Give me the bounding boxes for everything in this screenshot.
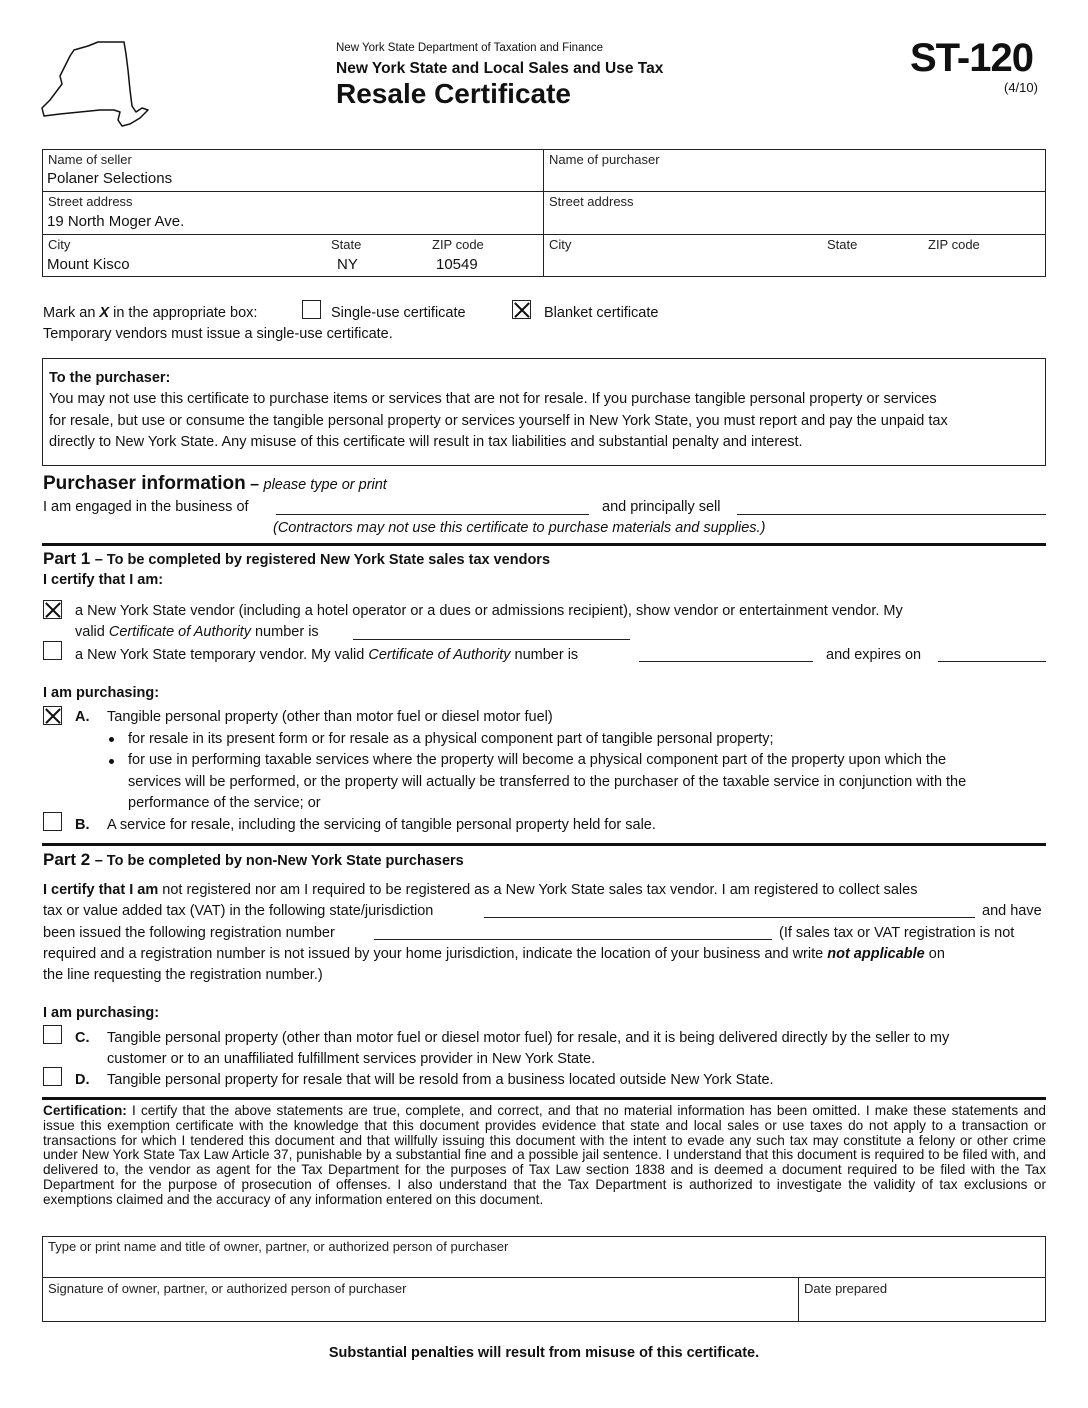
single-use-label: Single-use certificate bbox=[331, 305, 466, 321]
notice-line: directly to New York State. Any misuse of this certificate will result in tax liabilities and substantial penalty and interest. bbox=[49, 434, 803, 450]
engaged-business-label: I am engaged in the business of bbox=[43, 499, 249, 515]
owner-name-field[interactable] bbox=[48, 1256, 1038, 1274]
part2-registration-note: (If sales tax or VAT registration is not bbox=[779, 925, 1015, 941]
notice-line: for resale, but use or consume the tangible personal property or services yourself in New York State, you must report and pay the unpaid tax bbox=[49, 413, 948, 429]
part2-certify-line: I certify that I am not registered nor am I required to be registered as a New York State sales tax vendor. I am registered to collect sales bbox=[43, 882, 918, 898]
single-use-checkbox[interactable] bbox=[302, 300, 321, 319]
part2-purchasing-label: I am purchasing: bbox=[43, 1005, 160, 1021]
option-a-checkbox[interactable] bbox=[43, 706, 62, 725]
part2-jurisdiction-label: tax or value added tax (VAT) in the following state/jurisdiction bbox=[43, 903, 434, 919]
option-a-bullet2-line: for use in performing taxable services where the property will become a physical component part of the property upon which the bbox=[128, 752, 947, 768]
principally-sell-field[interactable] bbox=[737, 514, 1046, 515]
seller-name-label: Name of seller bbox=[48, 152, 132, 167]
part1-purchasing-label: I am purchasing: bbox=[43, 685, 160, 701]
seller-state-field[interactable]: NY bbox=[337, 256, 358, 273]
option-a-bullet2-line: services will be performed, or the property will actually be transferred to the purchaser of the taxable service in conjunction with the bbox=[128, 774, 967, 790]
part2-note-end: the line requesting the registration number.) bbox=[43, 967, 323, 983]
option-d-letter: D. bbox=[75, 1072, 90, 1088]
certification-text: Certification: I certify that the above statements are true, complete, and correct, and that no material information has been omitted. I make these statements and issue this exemption certificate with the knowledge that this document provides evidence that state and local sales or use taxes do not apply to a transaction or transactions for which I tendered this document and that willfully issuing this document with the intent to evade any such tax may constitute a felony or other crime under New York State Tax Law Article 37, punishable by a substantial fine and a possible jail sentence. I understand that this document is required to be filed with, and delivered to, the vendor as agent for the Tax Department for the purposes of Tax Law section 1838 and is deemed a document required to be filed with the Tax Department for the purpose of prosecution of offenses. I also understand that the Tax Department is authorized to investigate the validity of tax exclusions or exemptions claimed and the accuracy of any information entered on this document. bbox=[43, 1103, 1046, 1207]
ny-vendor-checkbox[interactable] bbox=[43, 600, 62, 619]
part1-heading: Part 1 – To be completed by registered New York State sales tax vendors bbox=[43, 549, 551, 568]
option-d-checkbox[interactable] bbox=[43, 1067, 62, 1086]
form-number: ST-120 bbox=[910, 36, 1033, 80]
option-a-bullet1: for resale in its present form or for resale as a physical component part of tangible personal property; bbox=[128, 731, 774, 747]
penalty-warning: Substantial penalties will result from misuse of this certificate. bbox=[328, 1345, 760, 1361]
option-b-text: A service for resale, including the servicing of tangible personal property held for sale. bbox=[107, 817, 656, 833]
expires-label: and expires on bbox=[826, 647, 922, 663]
registration-number-field[interactable] bbox=[374, 939, 772, 940]
temporary-vendor-note: Temporary vendors must issue a single-use certificate. bbox=[43, 326, 393, 342]
part2-and-have: and have bbox=[982, 903, 1042, 919]
option-a-bullet2-line: performance of the service; or bbox=[128, 795, 321, 811]
owner-name-label: Type or print name and title of owner, partner, or authorized person of purchaser bbox=[48, 1239, 509, 1254]
option-b-checkbox[interactable] bbox=[43, 812, 62, 831]
purchaser-city-label: City bbox=[549, 237, 572, 252]
bullet-icon bbox=[109, 737, 114, 742]
department-name: New York State Department of Taxation and Finance bbox=[336, 42, 604, 54]
part2-not-applicable-line: required and a registration number is not issued by your home jurisdiction, indicate the location of your business and write not applicable on bbox=[43, 946, 945, 962]
purchaser-street-label: Street address bbox=[549, 194, 634, 209]
temp-vendor-checkbox[interactable] bbox=[43, 641, 62, 660]
seller-zip-label: ZIP code bbox=[432, 237, 484, 252]
option-c-checkbox[interactable] bbox=[43, 1025, 62, 1044]
purchaser-street-field[interactable] bbox=[549, 213, 1039, 231]
purchaser-city-field[interactable] bbox=[549, 256, 809, 274]
notice-line: You may not use this certificate to purchase items or services that are not for resale. If you purchase tangible personal property or services bbox=[49, 391, 937, 407]
table-row-line bbox=[42, 234, 1046, 235]
seller-city-label: City bbox=[48, 237, 71, 252]
table-row-line bbox=[42, 1277, 1046, 1278]
state-jurisdiction-field[interactable] bbox=[484, 917, 975, 918]
blanket-checkbox[interactable] bbox=[512, 300, 531, 319]
option-d-text: Tangible personal property for resale that will be resold from a business located outside New York State. bbox=[107, 1072, 774, 1088]
section-divider bbox=[42, 1097, 1046, 1100]
option-a-text: Tangible personal property (other than motor fuel or diesel motor fuel) bbox=[107, 709, 553, 725]
certificate-type-instruction: Mark an X in the appropriate box: bbox=[43, 305, 258, 321]
form-title: Resale Certificate bbox=[336, 78, 572, 109]
ny-vendor-authority-label: valid Certificate of Authority number is bbox=[75, 624, 319, 640]
purchaser-state-label: State bbox=[827, 237, 858, 252]
seller-city-field[interactable]: Mount Kisco bbox=[47, 256, 130, 273]
engaged-business-field[interactable] bbox=[276, 514, 589, 515]
purchaser-info-heading: Purchaser information – please type or print bbox=[43, 473, 387, 494]
date-prepared-field[interactable] bbox=[804, 1298, 1040, 1318]
notice-heading: To the purchaser: bbox=[49, 370, 171, 386]
contractor-note: (Contractors may not use this certificate to purchase materials and supplies.) bbox=[273, 520, 766, 536]
form-revision: (4/10) bbox=[1004, 80, 1038, 95]
seller-zip-field[interactable]: 10549 bbox=[436, 256, 478, 273]
vendor-authority-number-field[interactable] bbox=[353, 639, 630, 640]
part1-certify: I certify that I am: bbox=[43, 572, 164, 588]
option-b-letter: B. bbox=[75, 817, 90, 833]
principally-sell-label: and principally sell bbox=[602, 499, 721, 515]
form-subtitle: New York State and Local Sales and Use Tax bbox=[336, 60, 664, 77]
temp-vendor-text: a New York State temporary vendor. My valid Certificate of Authority number is bbox=[75, 647, 579, 663]
part2-registration-label: been issued the following registration number bbox=[43, 925, 335, 941]
table-divider bbox=[543, 149, 544, 277]
seller-name-field[interactable]: Polaner Selections bbox=[47, 170, 173, 187]
blanket-label: Blanket certificate bbox=[544, 305, 659, 321]
ny-vendor-text: a New York State vendor (including a hotel operator or a dues or admissions recipient), show vendor or entertainment vendor. My bbox=[75, 603, 903, 619]
temp-authority-number-field[interactable] bbox=[639, 661, 813, 662]
new-york-state-map-icon bbox=[40, 40, 152, 128]
seller-state-label: State bbox=[331, 237, 362, 252]
option-c-letter: C. bbox=[75, 1030, 90, 1046]
table-divider bbox=[798, 1277, 799, 1322]
option-c-line: Tangible personal property (other than motor fuel or diesel motor fuel) for resale, and it is being delivered directly by the seller to my bbox=[107, 1030, 950, 1046]
section-divider bbox=[42, 543, 1046, 546]
option-c-line: customer or to an unaffiliated fulfillment services provider in New York State. bbox=[107, 1051, 596, 1067]
signature-label: Signature of owner, partner, or authorized person of purchaser bbox=[48, 1281, 407, 1296]
part2-heading: Part 2 – To be completed by non-New York State purchasers bbox=[43, 850, 464, 869]
date-prepared-label: Date prepared bbox=[804, 1281, 888, 1296]
bullet-icon bbox=[109, 759, 114, 764]
table-row-line bbox=[42, 191, 1046, 192]
seller-street-field[interactable]: 19 North Moger Ave. bbox=[47, 213, 185, 230]
purchaser-zip-label: ZIP code bbox=[928, 237, 980, 252]
seller-street-label: Street address bbox=[48, 194, 133, 209]
signature-field[interactable] bbox=[48, 1298, 788, 1318]
option-a-letter: A. bbox=[75, 709, 90, 725]
purchaser-name-label: Name of purchaser bbox=[549, 152, 660, 167]
section-divider bbox=[42, 843, 1046, 846]
purchaser-name-field[interactable] bbox=[549, 170, 1039, 188]
expires-on-field[interactable] bbox=[938, 661, 1046, 662]
